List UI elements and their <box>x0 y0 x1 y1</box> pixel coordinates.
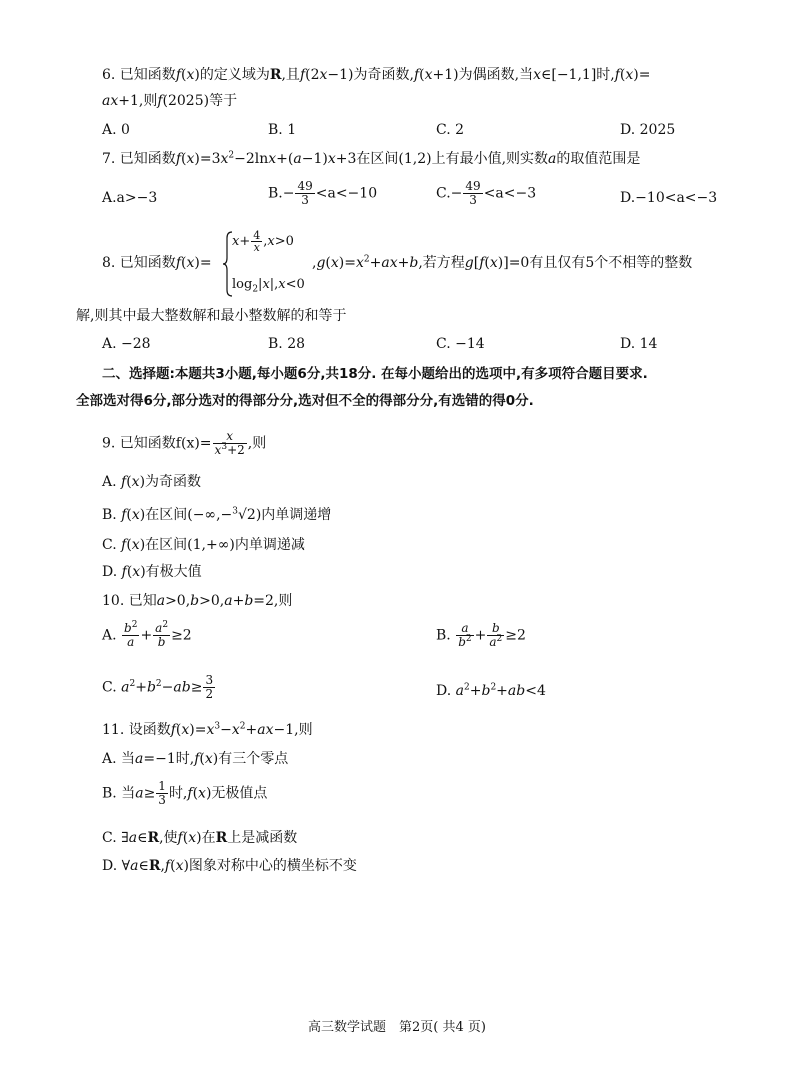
q7-option-b: B.− $\frac{49}{3}$ <a<−10 <box>268 179 378 207</box>
q6-stem-line2: ax+1,则f(2025)等于 <box>102 93 238 109</box>
q7-option-c: C.− $\frac{49}{3}$ <a<−3 <box>436 179 537 207</box>
q7-stem: 7. 已知函数$f(x)=3x^2-2\ln x+(a-1)x+3$在区间(1,2)上有最小值,则实数a的取值范围是 <box>102 150 641 167</box>
q6-stem-line1: 6. 已知函数f(x)的定义域为R,且f(2x−1)为奇函数,f(x+1)为偶函数,当x∈[−1,1]时,f(x)= <box>102 67 651 83</box>
q10-option-b: B. $\frac{a}{b^2}$ + $\frac{b}{a^2}$ ≥2 <box>436 621 526 649</box>
q11-option-a: A. 当a=−1时,f(x)有三个零点 <box>102 751 289 767</box>
section2-heading-line1: 二、选择题:本题共3小题,每小题6分,共18分. 在每小题给出的选项中,有多项符合题目要求. <box>102 366 648 382</box>
q9-option-b: B. f(x)在区间(−∞,−$^3$√2)内单调递增 <box>102 506 332 523</box>
q11-option-d: D. ∀a∈R,f(x)图象对称中心的横坐标不变 <box>102 858 357 874</box>
q10-stem: 10. 已知a>0,b>0,a+b=2,则 <box>102 593 293 609</box>
q9-option-c: C. f(x)在区间(1,+∞)内单调递减 <box>102 537 305 553</box>
q8-case2: $\log_2|x|,x<0$ <box>232 277 305 295</box>
q7-option-d: D.−10<a<−3 <box>620 190 718 206</box>
q6-option-c: C. 2 <box>436 122 465 138</box>
q8-option-b: B. 28 <box>268 336 306 352</box>
section2-heading-line2: 全部选对得6分,部分选对的得部分分,选对但不全的得部分分,有选错的得0分. <box>76 393 534 409</box>
q7-option-a: A.a>−3 <box>102 190 158 206</box>
q8-option-d: D. 14 <box>620 336 658 352</box>
q6-option-b: B. 1 <box>268 122 297 138</box>
q8-case1: x+ $\frac{4}{x}$ ,x>0 <box>232 229 294 254</box>
q9-option-a: A. f(x)为奇函数 <box>102 474 202 490</box>
q10-option-c: C. $a^2+b^2-ab\ge$ $\frac{3}{2}$ <box>102 673 214 701</box>
q11-stem: 11. 设函数$f(x)=x^3-x^2+ax-1$,则 <box>102 721 313 738</box>
q11-option-b: B. 当a≥ $\frac{1}{3}$ 时,f(x)无极值点 <box>102 779 268 807</box>
q8-option-c: C. −14 <box>436 336 485 352</box>
q8-stem-pre: 8. 已知函数f(x)= <box>102 255 212 271</box>
q10-option-d: D. $a^2+b^2+ab<4$ <box>436 682 546 699</box>
q9-stem: 9. 已知函数f(x)= $\frac{x}{x^3+2}$ ,则 <box>102 429 267 457</box>
q9-option-d: D. f(x)有极大值 <box>102 564 202 580</box>
q10-option-a: A. $\frac{b^2}{a}$ + $\frac{a^2}{b}$ ≥2 <box>102 620 192 649</box>
q6-option-a: A. 0 <box>102 122 130 138</box>
q8-option-a: A. −28 <box>102 336 151 352</box>
q8-piecewise <box>222 230 304 298</box>
q8-stem-line2: 解,则其中最大整数解和最小整数解的和等于 <box>76 308 347 324</box>
q11-option-c: C. ∃a∈R,使f(x)在R上是减函数 <box>102 830 298 846</box>
q6-option-d: D. 2025 <box>620 122 676 138</box>
page-footer: 高三数学试题 第2页( 共4 页) <box>308 1020 486 1035</box>
q8-stem-post: $,g(x)=x^2+ax+b$,若方程g[f(x)]=0有且仅有5个不相等的整数 <box>312 254 693 271</box>
